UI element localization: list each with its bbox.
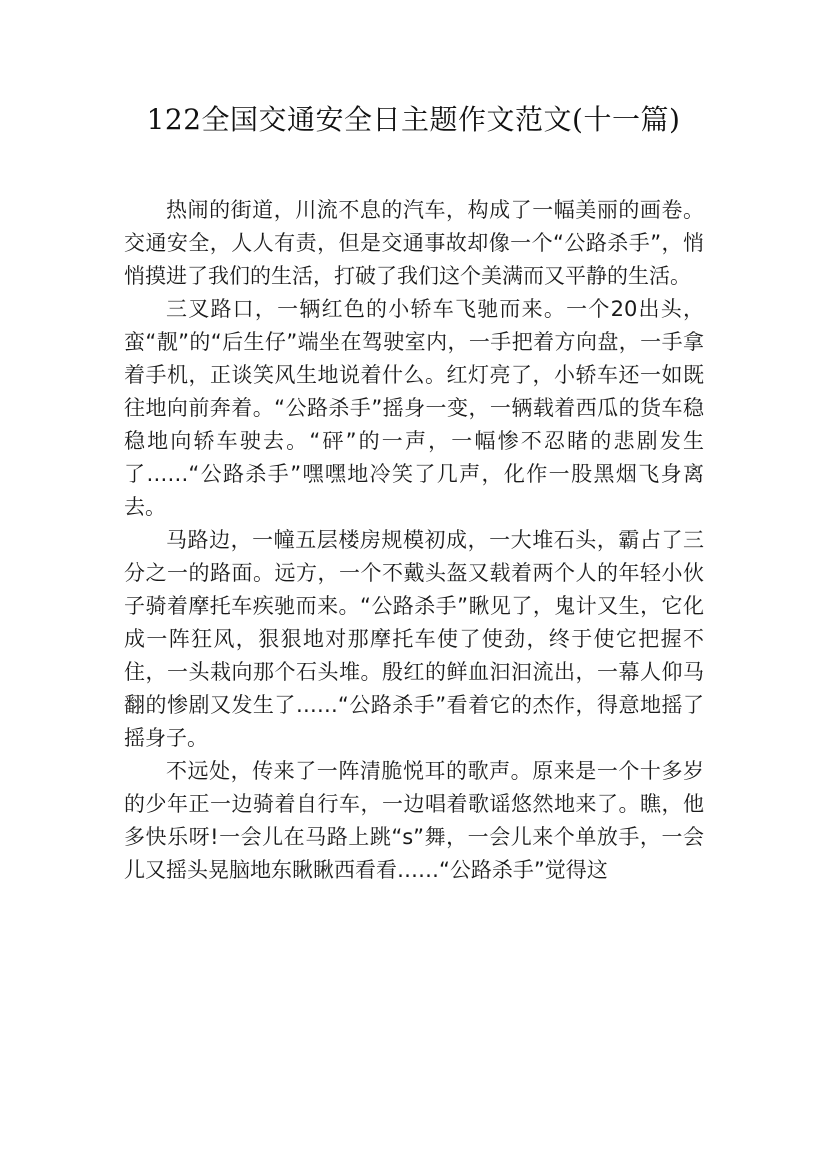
paragraph-2: 三叉路口，一辆红色的小轿车飞驰而来。一个20出头，蛮“靓”的“后生仔”端坐在驾驶室内，一手把着方向盘，一手拿着手机，正谈笑风生地说着什么。红灯亮了，小轿车还一如既往地向前奔着。“公路杀手”摇身一变，一辆载着西瓜的货车稳稳地向轿车驶去。“砰”的一声，一幅惨不忍睹的悲剧发生了……“公路杀手”嘿嘿地冷笑了几声，化作一股黑烟飞身离去。 — [124, 297, 704, 519]
paragraph-1: 热闹的街道，川流不息的汽车，构成了一幅美丽的画卷。交通安全，人人有责，但是交通事故却像一个“公路杀手”，悄悄摸进了我们的生活，打破了我们这个美满而又平静的生活。 — [124, 198, 704, 288]
document-body — [124, 194, 704, 887]
document-title: 122全国交通安全日主题作文范文(十一篇) — [146, 103, 681, 136]
paragraph-4: 不远处，传来了一阵清脆悦耳的歌声。原来是一个十多岁的少年正一边骑着自行车，一边唱着歌谣悠然地来了。瞧，他多快乐呀!一会儿在马路上跳“s”舞，一会儿来个单放手，一会儿又摇头晃脑地东瞅瞅西看看……“公路杀手”觉得这 — [124, 759, 704, 882]
paragraph-3: 马路边，一幢五层楼房规模初成，一大堆石头，霸占了三分之一的路面。远方，一个不戴头盔又载着两个人的年轻小伙子骑着摩托车疾驰而来。“公路杀手”瞅见了，鬼计又生，它化成一阵狂风，狠狠地对那摩托车使了使劲，终于使它把握不住，一头栽向那个石头堆。殷红的鲜血汩汩流出，一幕人仰马翻的惨剧又发生了……“公路杀手”看着它的杰作，得意地摇了摇身子。 — [124, 528, 704, 750]
